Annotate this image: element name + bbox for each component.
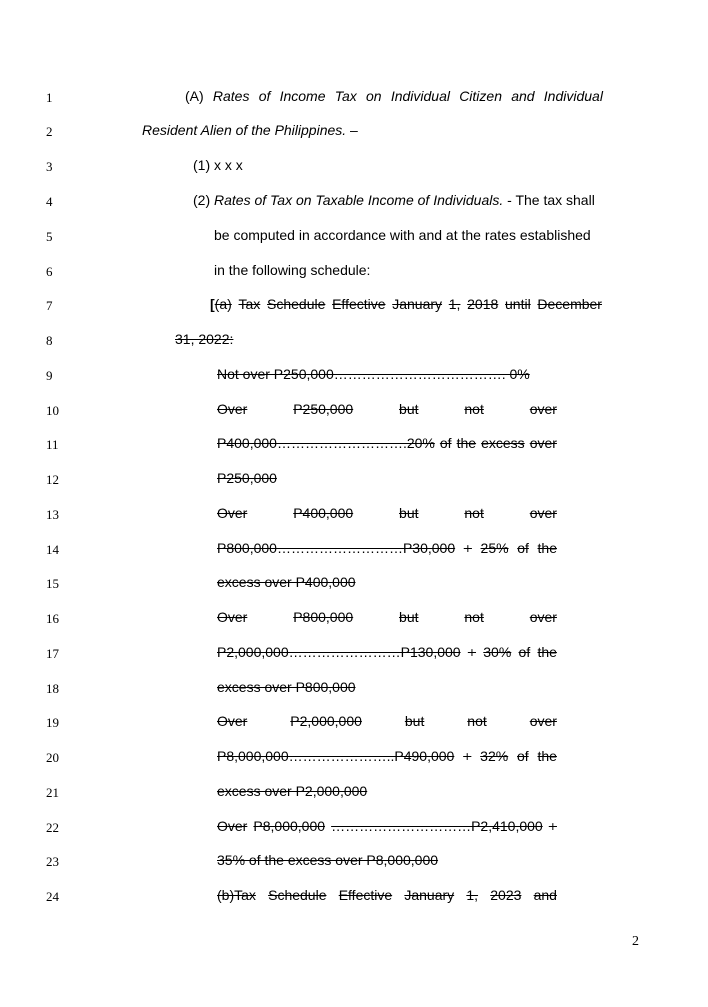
line-number: 6 [46, 264, 53, 279]
open-bracket: [ [210, 296, 215, 312]
line-13-word: P400,000 [293, 505, 354, 521]
line-2-heading: Resident Alien of the Philippines. [142, 122, 347, 138]
line-12: P250,000 [217, 470, 277, 486]
line-21: excess over P2,000,000 [217, 783, 368, 799]
line-1-label: (A) [185, 88, 204, 104]
line-7-text [215, 296, 602, 312]
line-9: Not over P250,000………………………………. 0% [217, 366, 530, 382]
line-number: 19 [46, 715, 59, 730]
line-18: excess over P800,000 [217, 679, 356, 695]
line-3: (1) x x x [193, 157, 243, 173]
line-23: 35% of the excess over P8,000,000 [217, 852, 439, 868]
line-number: 14 [46, 542, 59, 557]
line-10-word: Over [217, 401, 248, 417]
line-11-word: the [456, 435, 477, 451]
line-13-word: over [529, 505, 557, 521]
line-19-word: P2,000,000 [290, 713, 362, 729]
line-13-word: not [464, 505, 484, 521]
line-1-word: on [366, 88, 382, 104]
line-22 [217, 818, 557, 834]
line-19 [217, 713, 557, 729]
line-13-word: Over [217, 505, 248, 521]
line-8: 31, 2022: [175, 331, 234, 347]
line-19-word: but [404, 713, 425, 729]
line-24-word: Effective [338, 887, 393, 903]
line-19-word: not [467, 713, 487, 729]
line-20-word: of [517, 748, 529, 764]
line-17-word: of [518, 644, 531, 660]
line-4-text: - The tax shall [503, 192, 595, 208]
line-20-word: the [537, 748, 557, 764]
line-17-word: the [537, 644, 557, 660]
line-number: 9 [46, 368, 53, 383]
line-4-label: (2) [193, 192, 214, 208]
line-13 [217, 505, 557, 521]
line-number: 5 [46, 229, 53, 244]
line-1-word: of [258, 88, 271, 104]
line-5: be computed in accordance with and at the rates established [214, 227, 591, 243]
line-17-word: P2,000,000……………………P130,000 [217, 644, 461, 660]
line-10-word: over [529, 401, 557, 417]
line-number: 10 [46, 403, 59, 418]
line-6: in the following schedule: [214, 262, 371, 278]
line-20-word: + [463, 748, 472, 764]
line-number: 22 [46, 820, 59, 835]
line-number: 11 [46, 437, 59, 452]
line-1-word: and [511, 88, 535, 104]
line-16-word: but [399, 609, 419, 625]
line-7-word: December [537, 296, 602, 312]
line-16-word: not [464, 609, 484, 625]
line-4-heading: Rates of Tax on Taxable Income of Individuals. [214, 192, 504, 208]
line-7-word: Schedule [267, 296, 326, 312]
line-20-word: 32% [480, 748, 509, 764]
line-16-word: Over [217, 609, 248, 625]
line-number: 12 [46, 472, 59, 487]
line-7-word: until [505, 296, 531, 312]
line-1-word: Individual [543, 88, 603, 104]
line-11 [217, 435, 557, 451]
line-number: 23 [46, 854, 59, 869]
line-4 [193, 192, 595, 208]
line-number: 2 [46, 124, 53, 139]
line-16-word: over [529, 609, 557, 625]
line-7-word: 1, [448, 296, 461, 312]
line-number: 1 [46, 90, 53, 105]
line-14 [217, 540, 557, 556]
line-11-word: over [529, 435, 557, 451]
line-7 [210, 296, 602, 312]
line-1-word: Individual [390, 88, 450, 104]
line-1-word: Citizen [459, 88, 502, 104]
line-1-word: Tax [334, 88, 357, 104]
line-11-word: excess [481, 435, 525, 451]
line-10-word: P250,000 [293, 401, 354, 417]
line-14-word: + [463, 540, 472, 556]
line-number: 15 [46, 576, 59, 591]
line-7-word: 2018 [467, 296, 499, 312]
line-24-word: 1, [466, 887, 479, 903]
line-14-word: 25% [480, 540, 509, 556]
line-1-word: Income [279, 88, 326, 104]
line-14-word: the [537, 540, 557, 556]
line-number: 17 [46, 646, 59, 661]
line-17-word: 30% [483, 644, 512, 660]
line-number: 7 [46, 298, 53, 313]
line-number: 20 [46, 750, 59, 765]
line-7-word: Tax [238, 296, 261, 312]
line-1-word: Rates [212, 88, 250, 104]
line-22-word: Over [217, 818, 248, 834]
line-11-word: of [439, 435, 452, 451]
line-22-word: + [548, 818, 557, 834]
line-2 [142, 122, 358, 138]
line-19-word: over [529, 713, 557, 729]
line-24-word: (b)Tax [217, 887, 256, 903]
line-22-word: P8,000,000 [253, 818, 326, 834]
line-number: 18 [46, 681, 59, 696]
line-24-word: 2023 [490, 887, 522, 903]
line-16-word: P800,000 [293, 609, 354, 625]
line-11-word: P400,000……………………….20% [217, 435, 435, 451]
line-number: 21 [46, 785, 59, 800]
page-number: 2 [632, 934, 639, 949]
line-17 [217, 644, 557, 660]
line-number: 13 [46, 507, 59, 522]
line-17-word: + [467, 644, 477, 660]
line-20 [217, 748, 557, 764]
line-2-dash: – [346, 122, 358, 138]
line-19-word: Over [217, 713, 248, 729]
line-1 [185, 88, 603, 104]
line-7-word: Effective [332, 296, 386, 312]
line-number: 16 [46, 611, 59, 626]
line-number: 24 [46, 889, 59, 904]
line-14-word: P800,000………………………P30,000 [217, 540, 456, 556]
line-number: 3 [46, 159, 53, 174]
line-7-word: (a) [214, 296, 232, 312]
line-10-word: but [399, 401, 419, 417]
line-15: excess over P400,000 [217, 574, 356, 590]
line-20-word: P8,000,000…………………..P490,000 [217, 748, 455, 764]
line-24-word: January [404, 887, 455, 903]
line-13-word: but [399, 505, 419, 521]
line-22-word: …………………………P2,410,000 [331, 818, 543, 834]
line-16 [217, 609, 557, 625]
line-24-word: and [533, 887, 557, 903]
line-number: 8 [46, 333, 53, 348]
line-10 [217, 401, 557, 417]
line-number: 4 [46, 194, 53, 209]
line-24-word: Schedule [268, 887, 327, 903]
line-14-word: of [517, 540, 529, 556]
line-10-word: not [464, 401, 484, 417]
line-24 [217, 887, 557, 903]
line-7-word: January [392, 296, 443, 312]
